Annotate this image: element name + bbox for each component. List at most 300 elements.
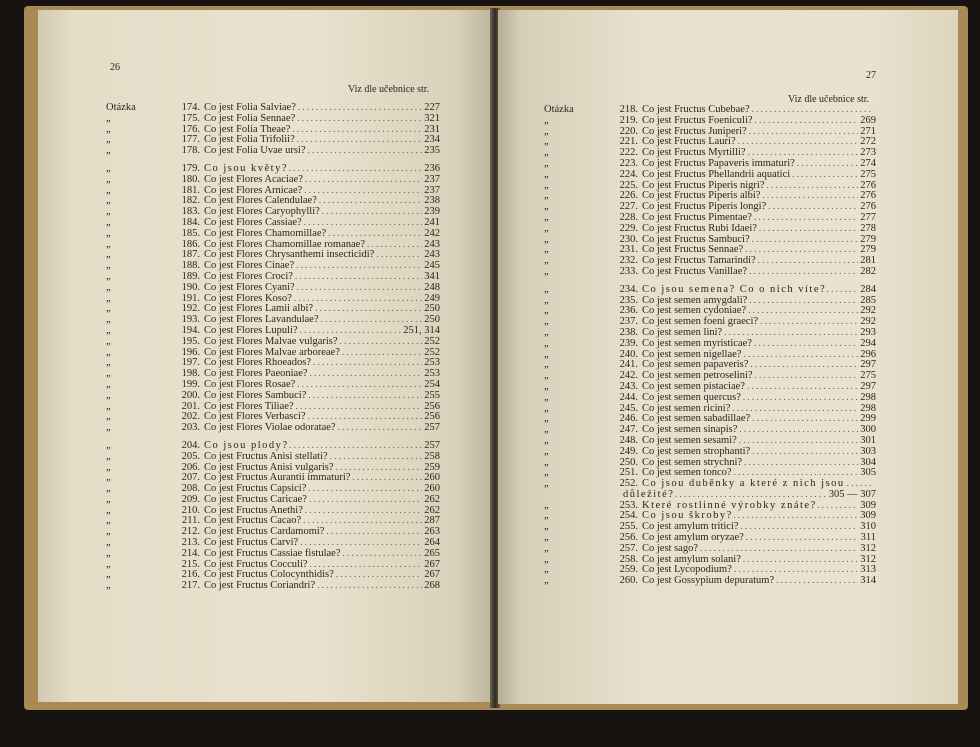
leader-dots [732,403,858,414]
leader-dots [304,217,423,228]
question-text: Co jest semen ricini [642,402,726,414]
leader-dots [321,314,423,325]
question-mark: ? [725,402,731,414]
leader-dots [297,282,423,293]
question-number: 197. [181,357,200,369]
leader-dots [734,564,858,575]
leader-dots [749,266,858,277]
question-text: Co jest Flores Cinae [204,260,290,272]
question-text: Co jest Fructus Sennae [642,244,739,256]
question-row [106,559,440,570]
row-label: „ [544,542,549,554]
question-number: 251. [619,467,638,479]
question-text: Co jest Flores Lavandulae [204,314,314,326]
leader-dots [310,559,423,570]
question-text: Co jest Fructus Sambuci [642,233,745,245]
leader-dots [305,174,422,185]
leader-dots [847,478,874,489]
row-label: „ [544,532,549,544]
question-number: 199. [181,378,200,390]
question-mark: ? [745,445,751,457]
question-mark: ? [730,136,736,148]
leader-dots [768,201,858,212]
question-number: 208. [181,483,200,495]
question-number: 221. [619,136,638,148]
page-reference: 236 [424,162,440,174]
question-mark: ? [281,162,287,174]
page-reference: 250 [424,314,440,326]
question-text: Co jest Folia Uvae ursi [204,145,301,157]
page-reference: 275 [860,370,876,382]
question-mark: ? [732,434,737,446]
question-row [106,195,440,206]
question-mark: ? [302,558,308,570]
question-number: 217. [181,580,200,592]
leader-dots [297,379,422,390]
question-row [106,134,440,145]
row-label: „ [544,467,549,479]
question-text: Co jest Gossypium depuratum [642,575,770,587]
question-mark: ? [733,521,739,533]
page-reference: 292 [860,305,876,317]
question-mark: ? [736,348,742,360]
question-row [544,158,876,169]
question-text: Co jest Flores Verbasci [204,411,301,423]
question-text: Co jest Fructus Cubebae [642,104,745,115]
question-mark: ? [736,553,741,565]
question-text: Co jest semen quercus [642,391,737,403]
question-number: 186. [181,238,200,250]
row-label: „ [544,179,549,191]
leader-dots [296,260,422,271]
row-label: „ [544,553,549,565]
question-mark: ? [332,335,338,347]
question-text: Co jest Fructus Colocynthidis [204,569,330,581]
leader-dots [300,325,402,336]
row-label: „ [106,389,111,401]
question-row [544,435,876,446]
question-text: Co jest Flores Lamii albi [204,303,309,315]
row-label: „ [544,348,549,360]
leader-dots [295,271,422,282]
question-mark: ? [769,575,775,587]
row-label: „ [544,244,549,256]
question-mark: ? [744,104,750,115]
row-label: „ [106,162,111,174]
page-reference: 254 [424,378,440,390]
question-mark: ? [297,184,303,196]
question-mark: ? [312,195,317,207]
question-number: 257. [619,542,638,554]
question-number: 202. [181,411,200,423]
question-row [106,260,440,271]
page-number: 27 [866,70,876,81]
question-row [544,180,876,191]
question-number: 214. [181,547,200,559]
question-row [106,390,440,401]
question-mark: ? [328,461,334,473]
question-number: 226. [619,190,638,202]
row-label: Otázka [544,104,574,115]
leader-dots [754,338,858,349]
question-text: Co jest semen lini [642,326,718,338]
question-number: 177. [181,134,200,146]
row-label: „ [544,359,549,371]
question-number: 233. [619,265,638,277]
question-mark: ? [287,292,292,304]
question-row [544,575,876,586]
leader-dots [749,126,859,137]
question-text: Co jest Fructus Piperis nigri [642,179,760,191]
question-number: 207. [181,472,200,484]
question-text: Co jest Flores Chrysanthemi insecticidi [204,249,370,261]
question-row [544,234,876,245]
page-reference: 276 [860,201,876,213]
question-row [106,206,440,217]
question-row [544,543,876,554]
row-label: „ [544,283,549,295]
question-text: Co jest Flores Koso [204,292,288,304]
page-reference: 321 [424,112,440,124]
page-reference: 284 [860,283,876,295]
question-number: 235. [619,294,638,306]
page-reference: 312 [860,542,876,554]
question-text: Co jest Folia Salviae [204,102,292,113]
question-mark: ? [292,324,298,336]
question-text: Co jsou květy [204,162,282,174]
page-reference: 231 [424,123,440,135]
question-number: 223. [619,157,638,169]
question-text: Co jest semen foeni graeci [642,316,754,328]
leader-dots [758,255,859,266]
question-text: důležité [623,488,669,500]
question-text: Co jest Flores Paeoniae [204,368,303,380]
leader-dots [322,206,422,217]
question-mark: ? [282,439,288,451]
leader-dots [308,411,423,422]
page-reference: 243 [424,249,440,261]
question-number: 179. [181,162,200,174]
question-row [544,532,876,543]
question-number: 209. [181,493,200,505]
leader-dots [738,136,859,147]
question-text: Co jest Flores Chamomillae romanae [204,238,361,250]
question-mark: ? [790,157,795,169]
question-number: 248. [619,434,638,446]
page-reference: 298 [860,391,876,403]
question-mark: ? [732,424,738,436]
question-row [544,126,876,137]
leader-dots [376,249,422,260]
question-text: Co jest Fructus Rubi Idaei [642,222,753,234]
question-mark: ? [302,368,308,380]
row-label: „ [106,227,111,239]
page-reference: 260 [424,483,440,495]
question-list [544,104,876,586]
question-mark: ? [755,190,761,202]
page-reference: 279 [860,244,876,256]
leader-dots [762,190,858,201]
question-number: 180. [181,173,200,185]
question-text: Co jest Flores Rosae [204,378,291,390]
leader-dots [297,134,423,145]
page-reference: 292 [860,316,876,328]
question-number: 228. [619,211,638,223]
question-number: 203. [181,422,200,434]
question-number: 222. [619,147,638,159]
question-row [544,169,876,180]
question-row [544,266,876,277]
leader-dots [749,295,858,306]
question-mark: ? [747,370,753,382]
question-text: Co jest Fructus Phellandrii aquatici [642,168,791,180]
page-reference: 234 [424,134,440,146]
page-reference: 341 [424,270,440,282]
leader-dots [776,575,858,586]
question-text: Co jest Fructus Piperis longi [642,201,762,213]
question-mark: ? [819,283,825,295]
row-label: „ [544,478,549,490]
question-number: 254. [619,510,638,522]
question-number: 216. [181,569,200,581]
question-text: Co jest semen petroselini [642,370,748,382]
page-reference: 242 [424,227,440,239]
question-text: Co jest Fructus Papaveris immaturi [642,157,791,169]
row-label: „ [544,147,549,159]
leader-dots [754,212,858,223]
question-text: Co jest Flores Croci [204,270,289,282]
question-row [106,113,440,124]
row-label: „ [544,326,549,338]
row-label: „ [544,456,549,468]
question-mark: ? [740,380,745,392]
question-row [106,303,440,314]
question-mark: ? [308,303,314,315]
question-text: Co jest Flores Cassiae [204,216,298,228]
row-label: „ [106,335,111,347]
question-mark: ? [747,114,753,126]
question-text: Co jest semen strophanti [642,445,746,457]
question-row [544,338,876,349]
page-reference: 287 [424,515,440,527]
question-text: Co jest semen myristicae [642,337,748,349]
question-number: 240. [619,348,638,360]
question-row [106,336,440,347]
question-row [106,368,440,379]
question-row [106,526,440,537]
question-mark: ? [321,227,327,239]
page-reference: 311 [860,532,876,544]
question-text: Co jest semen nigellae [642,348,737,360]
leader-dots [752,104,874,115]
question-row [544,223,876,234]
question-text: Co jest Fructus Anethi [204,504,299,516]
page-reference: 273 [860,147,876,159]
row-label: „ [106,216,111,228]
page-reference: 305 — 307 [828,488,876,500]
question-text: Co jest Fructus Lauri [642,136,731,148]
page-reference: 274 [860,157,876,169]
row-label: „ [544,168,549,180]
question-mark: ? [737,456,743,468]
question-row [544,147,876,158]
question-mark: ? [738,244,744,256]
question-row [106,217,440,228]
question-mark: ? [300,145,306,157]
leader-dots [309,494,422,505]
question-mark: ? [726,510,732,522]
question-row [544,489,876,500]
page-reference: 282 [860,265,876,277]
question-text: Co jsou duběnky a které z nich jsou [642,478,845,490]
row-label: „ [544,445,549,457]
question-text: Co jest Lycopodium [642,564,728,576]
question-text: Co jest Fructus Anisi stellati [204,450,324,462]
question-number: 237. [619,316,638,328]
page-reference: 299 [860,413,876,425]
leader-dots [296,401,423,412]
question-text: Co jest amylum solani [642,553,737,565]
question-text: Co jest Flores Calendulae [204,195,313,207]
leader-dots [741,521,859,532]
leader-dots [743,554,858,565]
question-mark: ? [726,467,732,479]
leader-dots [746,532,859,543]
question-row [106,185,440,196]
page-reference: 304 [860,456,876,468]
page-reference: 271 [860,125,876,137]
row-label: „ [106,270,111,282]
row-label: „ [106,123,111,135]
question-number: 258. [619,553,638,565]
question-number: 204. [181,439,200,451]
row-label: „ [106,411,111,423]
question-mark: ? [319,526,325,538]
question-text: Co jest semen sabadillae [642,413,746,425]
page-reference: 297 [860,380,876,392]
row-label: „ [544,391,549,403]
page-reference: 253 [424,357,440,369]
question-mark: ? [345,472,351,484]
leader-dots [298,102,422,113]
question-row [544,284,876,295]
question-row [106,357,440,368]
leader-dots [755,115,859,126]
question-mark: ? [290,134,295,146]
page-reference: 279 [860,233,876,245]
row-label: „ [106,537,111,549]
question-number: 236. [619,305,638,317]
question-text: Co jest semen sinapis [642,424,733,436]
question-mark: ? [741,305,747,317]
page-reference: 256 [424,400,440,412]
row-label: „ [106,134,111,146]
leader-dots [336,569,422,580]
question-number: 195. [181,335,200,347]
row-label: „ [106,357,111,369]
question-number: 189. [181,270,200,282]
page-reference: 309 [860,510,876,522]
question-mark: ? [306,357,312,369]
question-number: 231. [619,244,638,256]
question-number: 190. [181,281,200,293]
question-number: 225. [619,179,638,191]
question-text: Co jest Fructus Cassiae fistulae [204,547,336,559]
question-row [544,212,876,223]
question-number: 185. [181,227,200,239]
question-number: 212. [181,526,200,538]
row-label: „ [544,233,549,245]
question-mark: ? [293,537,299,549]
question-row [544,521,876,532]
question-mark: ? [740,147,746,159]
page-reference: 252 [424,335,440,347]
question-mark: ? [693,542,699,554]
question-row [106,580,440,591]
question-text: Co jest Flores Arnicae [204,184,298,196]
question-text: Co jest amylum tritici [642,521,734,533]
question-number: 260. [619,575,638,587]
question-row [544,478,876,489]
question-row [544,305,876,316]
question-text: Co jest semen cydoniae [642,305,742,317]
question-mark: ? [742,265,748,277]
question-mark: ? [745,413,751,425]
question-text: Co jest Fructus Capsici [204,483,302,495]
question-number: 184. [181,216,200,228]
question-text: Co jest Fructus Piperis albi [642,190,756,202]
question-text: Co jest semen papaveris [642,359,744,371]
row-label: „ [106,450,111,462]
row-label: „ [106,324,111,336]
page-reference: 252 [424,346,440,358]
question-row [106,462,440,473]
page-reference: 309 [860,499,876,511]
question-mark: ? [296,515,302,527]
row-label: „ [106,569,111,581]
row-label: „ [106,238,111,250]
question-number: 181. [181,184,200,196]
row-label: „ [544,265,549,277]
leader-dots [752,413,858,424]
page-reference: 267 [424,558,440,570]
row-label: „ [106,206,111,218]
question-row [106,314,440,325]
row-label: „ [106,281,111,293]
leader-dots [297,113,422,124]
page-number: 26 [110,62,120,73]
question-number: 182. [181,195,200,207]
row-label: „ [544,510,549,522]
question-row [544,446,876,457]
row-label: „ [544,337,549,349]
question-number: 244. [619,391,638,403]
question-mark: ? [742,294,748,306]
page-reference: 298 [860,402,876,414]
question-number: 247. [619,424,638,436]
page-reference: 237 [424,173,440,185]
leader-dots [303,515,422,526]
page-reference: 253 [424,368,440,380]
leader-dots [308,483,422,494]
leader-dots [367,239,422,250]
question-mark: ? [291,102,296,113]
question-mark: ? [360,238,365,250]
row-label: Otázka [106,102,136,113]
leader-dots [326,526,422,537]
question-number: 245. [619,402,638,414]
row-label: „ [106,346,111,358]
